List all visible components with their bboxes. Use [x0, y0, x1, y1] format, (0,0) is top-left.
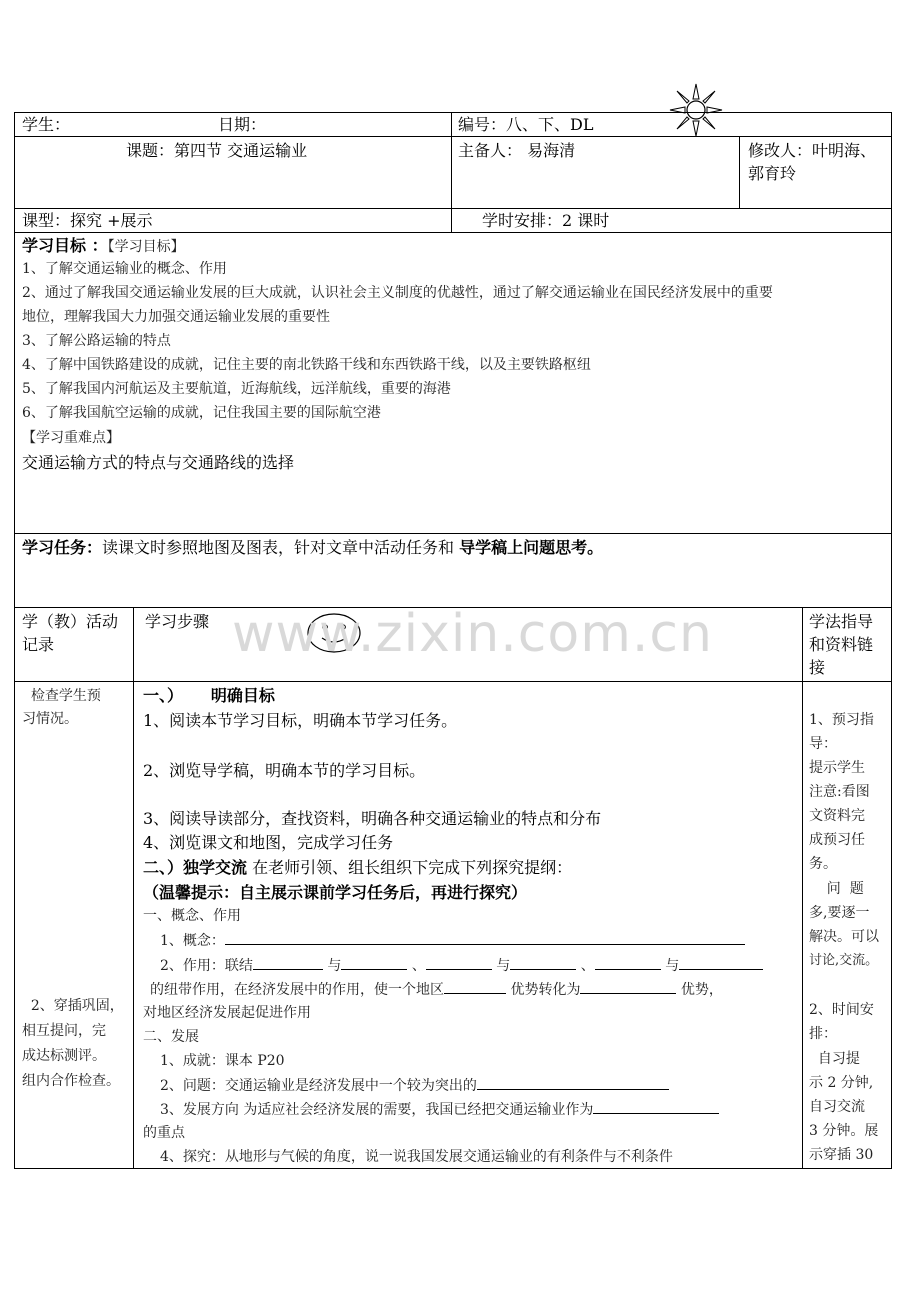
- objective-item: 1、了解交通运输业的概念、作用: [22, 261, 227, 277]
- step2-heading: [143, 857, 572, 879]
- objective-item: 4、了解中国铁路建设的成就，记住主要的南北铁路干线和东西铁路干线，以及主要铁路枢纽: [22, 357, 591, 373]
- answer-blank[interactable]: [593, 1099, 719, 1114]
- left-note-line: 2、穿插巩固，: [22, 998, 124, 1014]
- answer-blank[interactable]: [477, 1075, 669, 1090]
- part1-function-cont: [150, 979, 723, 1000]
- part1-function-end: 对地区经济发展起促进作用: [143, 1005, 311, 1021]
- sun-icon: [668, 82, 724, 138]
- objective-item: 2、通过了解我国交通运输业发展的巨大成就，认识社会主义制度的优越性，通过了解交通运输业在国民经济发展中的重要: [22, 285, 773, 301]
- left-note-line: 组内合作检查。: [22, 1073, 120, 1089]
- guide-line: 1、预习指: [809, 712, 874, 728]
- function-text: 、: [580, 958, 595, 974]
- guide-line: 解决。可以: [809, 929, 879, 945]
- function-text: 与: [496, 958, 511, 974]
- left-note-line: 习情况。: [22, 711, 78, 727]
- problem-text: 2、问题：交通运输业是经济发展中一个较为突出的: [160, 1078, 477, 1094]
- guide-line: 示 2 分钟,: [809, 1075, 874, 1091]
- function-text: 与: [665, 958, 680, 974]
- grid-line: [451, 112, 452, 232]
- grid-line: [133, 607, 134, 1169]
- step1-item: 3、阅读导读部分，查找资料，明确各种交通运输业的特点和分布: [143, 809, 602, 828]
- objective-item: 6、了解我国航空运输的成就，记住我国主要的国际航空港: [22, 405, 381, 421]
- objective-item: 地位，理解我国大力加强交通运输业发展的重要性: [22, 309, 330, 325]
- direction-text: 3、发展方向 为适应社会经济发展的需要，我国已经把交通运输业作为: [160, 1102, 594, 1118]
- lesson-type: 课型：探究 +展示: [22, 211, 153, 230]
- guide-line: 导：: [809, 736, 837, 752]
- guide-line: 3 分钟。展: [809, 1123, 879, 1139]
- step1-item: 4、浏览课文和地图，完成学习任务: [143, 833, 394, 852]
- objectives-heading-label: 学习目标 ：: [22, 236, 108, 255]
- guide-line: 多,要逐一: [809, 905, 870, 921]
- left-note-line: 检查学生预: [22, 688, 101, 704]
- part2-item: 1、成就：课本 P20: [160, 1053, 285, 1069]
- grid-line: [802, 607, 803, 1169]
- guide-line: 2、时间安: [809, 1002, 874, 1018]
- part1-title: 一、概念、作用: [143, 908, 241, 924]
- step1-item: 1、阅读本节学习目标，明确本节学习任务。: [143, 711, 458, 730]
- date-label: 日期：: [218, 115, 267, 134]
- left-note-line: 相互提问，完: [22, 1023, 106, 1039]
- guide-line: 问 题: [809, 881, 864, 897]
- guide-line: 自习交流: [809, 1099, 865, 1115]
- answer-blank[interactable]: [580, 979, 676, 994]
- grid-line: [14, 1168, 891, 1169]
- reviser-line1: 修改人：叶明海、: [748, 141, 877, 160]
- objective-item: 5、了解我国内河航运及主要航道，近海航线，远洋航线，重要的海港: [22, 381, 451, 397]
- column-right-header-line3: 接: [809, 658, 826, 677]
- grid-line: [739, 136, 740, 208]
- part2-item-cont: 的重点: [143, 1125, 185, 1141]
- preparer: 主备人： 易海清: [458, 141, 576, 160]
- guide-line: 文资料完: [809, 808, 865, 824]
- grid-line: [891, 112, 892, 1169]
- function-text: 、: [411, 958, 426, 974]
- part1-concept: [160, 930, 745, 951]
- answer-blank[interactable]: [444, 979, 506, 994]
- grid-line: [14, 208, 891, 209]
- task-label: 学习任务：: [22, 538, 103, 557]
- column-right-header-line1: 学法指导: [809, 612, 874, 631]
- function-label: 2、作用：联结: [160, 958, 253, 974]
- answer-blank[interactable]: [341, 955, 407, 970]
- learning-task: [22, 537, 603, 559]
- key-points: 交通运输方式的特点与交通路线的选择: [22, 453, 295, 472]
- part2-item: [160, 1099, 719, 1120]
- lesson-schedule: 学时安排：2 课时: [482, 211, 610, 230]
- column-left-header-line1: 学（教）活动: [22, 612, 119, 631]
- guide-line: 自习提: [809, 1051, 860, 1067]
- grid-line: [14, 136, 891, 137]
- part1-function: [160, 955, 763, 976]
- grid-line: [14, 232, 891, 233]
- function-text: 优势转化为: [506, 982, 581, 998]
- part2-item: [160, 1075, 669, 1096]
- concept-label: 1、概念：: [160, 933, 225, 949]
- answer-blank[interactable]: [510, 955, 576, 970]
- watermark: www.zixin.com.cn: [232, 604, 713, 664]
- function-text: 与: [327, 958, 342, 974]
- objective-item: 3、了解公路运输的特点: [22, 333, 171, 349]
- column-middle-header: 学习步骤: [145, 612, 210, 631]
- part2-item: 4、探究：从地形与气候的角度，说一说我国发展交通运输业的有利条件与不利条件: [160, 1149, 673, 1165]
- step2-text: 在老师引领、组长组织下完成下列探究提纲：: [247, 858, 573, 877]
- guide-line: 务。: [809, 856, 837, 872]
- document-number: 编号：八、下、DL: [458, 115, 594, 134]
- grid-line: [14, 112, 15, 1169]
- reviser-line2: 郭育玲: [748, 164, 797, 183]
- function-text: 的纽带作用，在经济发展中的作用，使一个地区: [150, 982, 444, 998]
- concept-blank[interactable]: [225, 930, 745, 945]
- task-bold-text: 导学稿上问题思考。: [459, 538, 604, 557]
- guide-line: 排：: [809, 1026, 837, 1042]
- guide-line: 注意:看图: [809, 784, 870, 800]
- answer-blank[interactable]: [253, 955, 323, 970]
- step1-item: 2、浏览导学稿，明确本节的学习目标。: [143, 761, 426, 780]
- answer-blank[interactable]: [679, 955, 763, 970]
- left-note-line: 成达标测评。: [22, 1048, 106, 1064]
- task-text: 读课文时参照地图及图表，针对文章中活动任务和: [102, 538, 460, 557]
- step2-title: 二、）独学交流: [143, 858, 248, 877]
- guide-line: 提示学生: [809, 760, 865, 776]
- function-text: 优势，: [676, 982, 723, 998]
- key-points-tag: 【学习重难点】: [22, 430, 120, 446]
- objectives-heading: [22, 235, 185, 258]
- lesson-topic: 课题：第四节 交通运输业: [126, 141, 308, 160]
- column-right-header-line2: 和资料链: [809, 635, 874, 654]
- part2-title: 二、发展: [143, 1029, 199, 1045]
- step1-title: 一、） 明确目标: [143, 686, 275, 705]
- student-label: 学生：: [22, 115, 71, 134]
- guide-line: 示穿插 30: [809, 1147, 874, 1163]
- step2-tip: （温馨提示：自主展示课前学习任务后，再进行探究）: [143, 883, 528, 902]
- guide-line: 讨论,交流。: [809, 953, 879, 968]
- grid-line: [14, 112, 891, 113]
- answer-blank[interactable]: [426, 955, 492, 970]
- objectives-heading-tag: 【学习目标】: [107, 239, 185, 255]
- answer-blank[interactable]: [595, 955, 661, 970]
- guide-line: 成预习任: [809, 832, 865, 848]
- column-left-header-line2: 记录: [22, 635, 55, 654]
- grid-line: [14, 681, 891, 682]
- grid-line: [14, 533, 891, 534]
